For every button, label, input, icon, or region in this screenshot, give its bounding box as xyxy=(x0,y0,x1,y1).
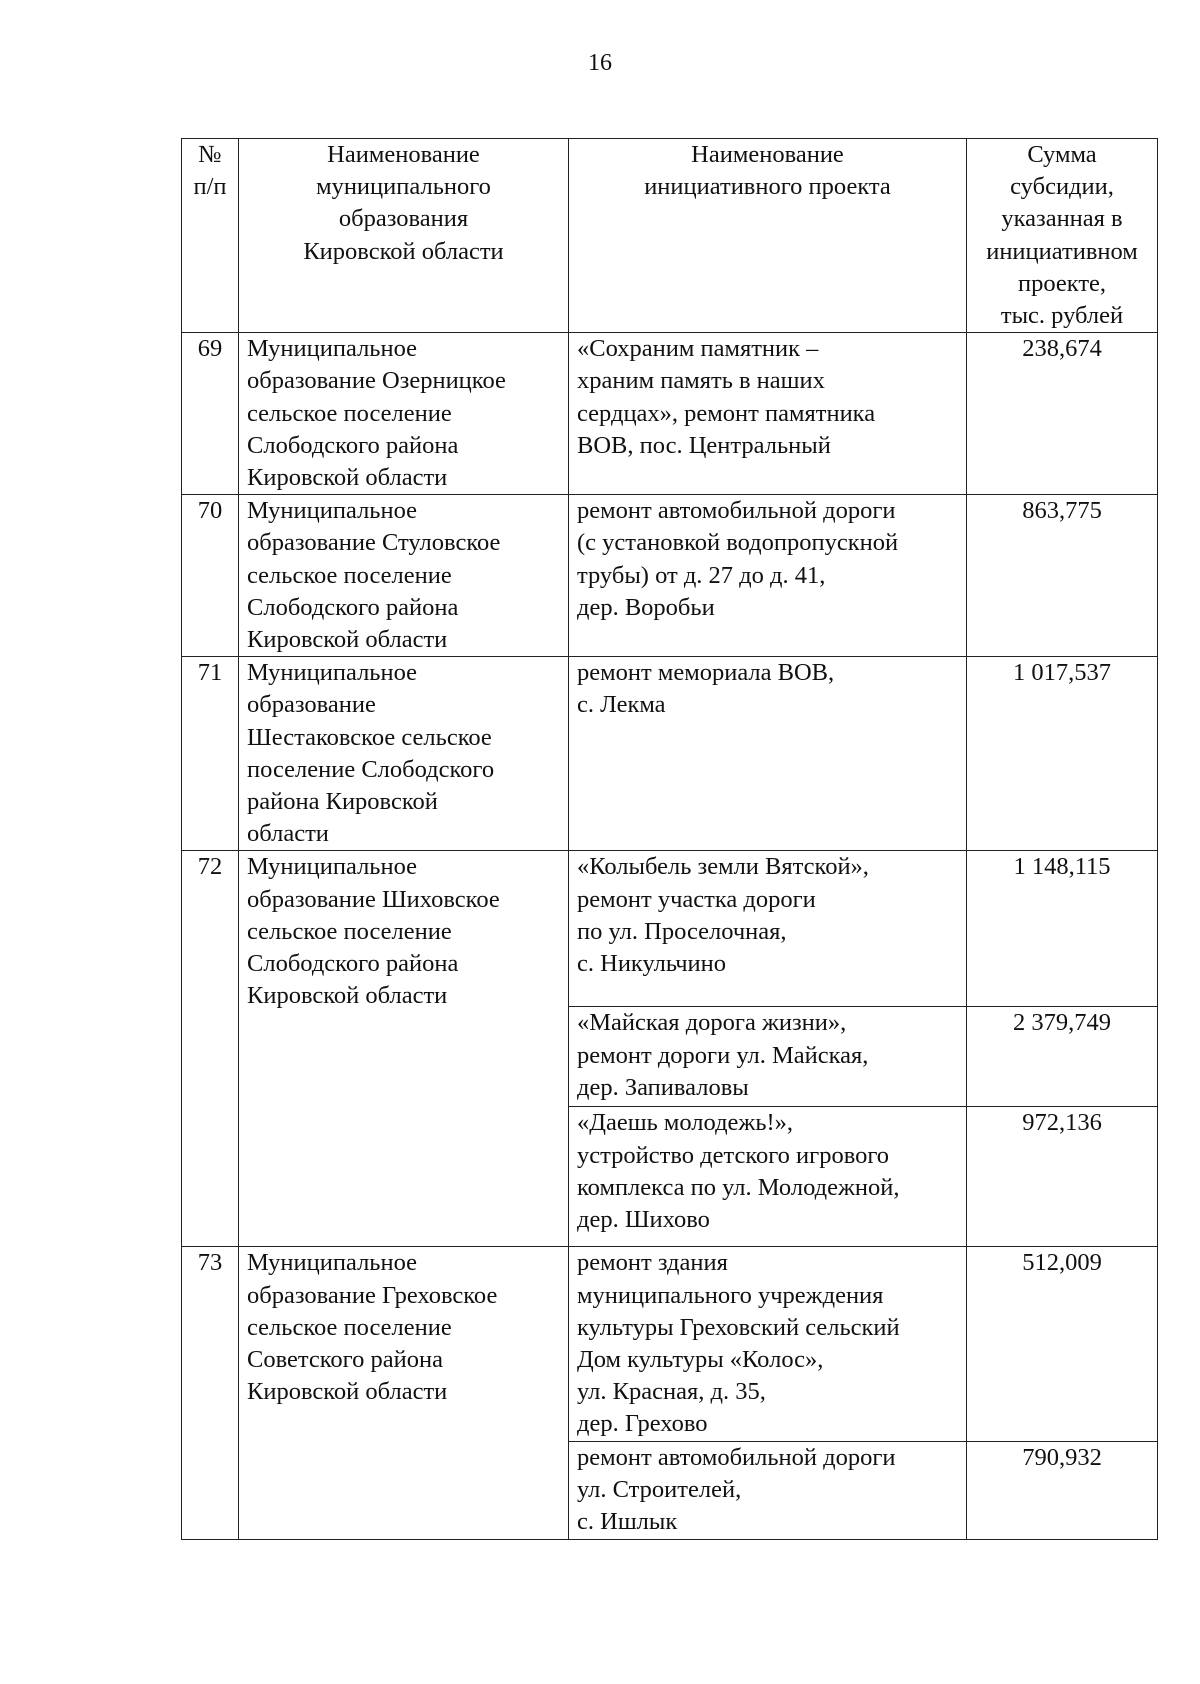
table-row xyxy=(182,657,1158,851)
project-cell: ремонт мемориала ВОВ, с. Лекма xyxy=(569,657,967,851)
table-header-row xyxy=(182,139,1158,333)
amount-cell: 863,775 xyxy=(967,495,1158,657)
subsidy-table xyxy=(181,138,1158,1540)
project-cell: «Сохраним памятник – храним память в наших сердцах», ремонт памятника ВОВ, пос. Центральный xyxy=(569,333,967,495)
amount-cell: 1 148,115 xyxy=(967,851,1158,1007)
project-cell: «Колыбель земли Вятской», ремонт участка дороги по ул. Проселочная, с. Никульчино xyxy=(569,851,967,1007)
header-project: Наименование инициативного проекта xyxy=(569,139,967,333)
table-row xyxy=(182,495,1158,657)
amount-cell: 2 379,749 xyxy=(967,1007,1158,1107)
amount-cell: 512,009 xyxy=(967,1247,1158,1441)
amount-cell: 1 017,537 xyxy=(967,657,1158,851)
municipality-cell: Муниципальное образование Шиховское сельское поселение Слободского района Кировской области xyxy=(239,851,569,1247)
page-number: 16 xyxy=(588,50,612,76)
row-number: 70 xyxy=(182,495,239,657)
header-number: № п/п xyxy=(182,139,239,333)
municipality-cell: Муниципальное образование Озерницкое сельское поселение Слободского района Кировской области xyxy=(239,333,569,495)
amount-cell: 972,136 xyxy=(967,1107,1158,1247)
project-cell: ремонт автомобильной дороги ул. Строителей, с. Ишлык xyxy=(569,1441,967,1539)
row-number: 69 xyxy=(182,333,239,495)
table-row xyxy=(182,1247,1158,1441)
table-row xyxy=(182,851,1158,1007)
project-cell: ремонт здания муниципального учреждения культуры Греховский сельский Дом культуры «Колос», ул. Красная, д. 35, дер. Грехово xyxy=(569,1247,967,1441)
municipality-cell: Муниципальное образование Шестаковское сельское поселение Слободского района Кировской области xyxy=(239,657,569,851)
amount-cell: 790,932 xyxy=(967,1441,1158,1539)
amount-cell: 238,674 xyxy=(967,333,1158,495)
table-row xyxy=(182,333,1158,495)
row-number: 71 xyxy=(182,657,239,851)
header-municipality: Наименование муниципального образования Кировской области xyxy=(239,139,569,333)
municipality-cell: Муниципальное образование Стуловское сельское поселение Слободского района Кировской области xyxy=(239,495,569,657)
header-amount: Сумма субсидии, указанная в инициативном проекте, тыс. рублей xyxy=(967,139,1158,333)
project-cell: «Даешь молодежь!», устройство детского игрового комплекса по ул. Молодежной, дер. Шихово xyxy=(569,1107,967,1247)
municipality-cell: Муниципальное образование Греховское сельское поселение Советского района Кировской области xyxy=(239,1247,569,1539)
project-cell: ремонт автомобильной дороги (с установкой водопропускной трубы) от д. 27 до д. 41, дер. Воробьи xyxy=(569,495,967,657)
row-number: 72 xyxy=(182,851,239,1247)
row-number: 73 xyxy=(182,1247,239,1539)
project-cell: «Майская дорога жизни», ремонт дороги ул. Майская, дер. Запиваловы xyxy=(569,1007,967,1107)
